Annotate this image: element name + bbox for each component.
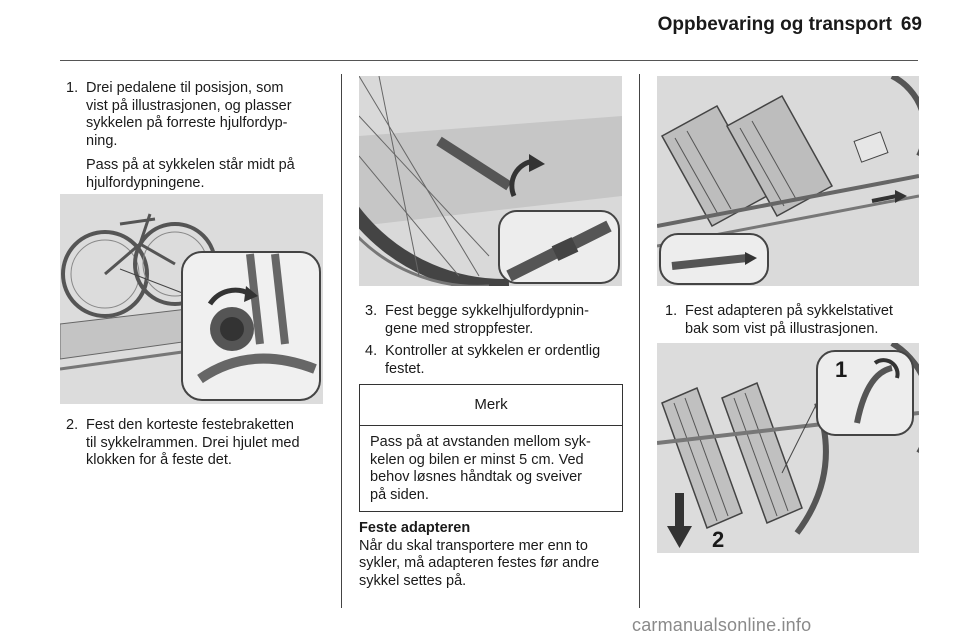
text-line: til sykkelrammen. Drei hjulet med [86,434,300,451]
text-line: ning. [86,132,118,149]
page-header-title: Oppbevaring og transport [657,14,892,35]
text-line: Fest adapteren på sykkelstativet [685,303,893,319]
text-line: sykler, må adapteren festes før andre [359,555,600,571]
text-line: behov løsnes håndtak og sveiver [370,469,582,485]
illustration-bike-on-carrier [60,194,323,404]
text-line: Pass på at avstanden mellom syk- [370,434,591,450]
page-number: 69 [900,14,922,35]
text-line: gene med stroppfester. [385,320,534,337]
column-divider-1 [341,74,342,608]
text-line: hjulfordypningene. [86,174,205,191]
text-line: Når du skal transportere mer enn to [359,537,588,554]
illustration-adapter-attach [657,76,919,286]
header-rule [60,60,918,61]
text-line: sykkelen på forreste hjulfordyp- [86,115,288,131]
text-line: Fest den korteste festebraketten [86,417,294,433]
step-number: 2. [66,417,79,433]
text-line: klokken for å feste det. [86,452,232,468]
text-line: Pass på at sykkelen står midt på [86,157,295,173]
text-line: sykkel settes på. [359,572,467,589]
section-adapter [359,520,631,590]
step-number: 1. [665,303,678,319]
text-line: bak som vist på illustrasjonen. [685,320,879,337]
text-line: Drei pedalene til posisjon, som [86,80,284,96]
note-title: Merk [360,385,622,426]
callout-1: 1 [835,357,848,382]
step-number: 3. [365,303,378,319]
text-line: festet. [385,360,425,377]
watermark-text: carmanualsonline.info [632,615,812,635]
note-box [359,384,623,512]
text-line: Kontroller at sykkelen er ordentlig [385,343,601,359]
column-divider-2 [639,74,640,608]
section-title: Feste adapteren [359,520,471,536]
text-line: vist på illustrasjonen, og plasser [86,97,292,114]
illustration-adapter-lock [657,343,919,553]
step-number: 4. [365,343,378,359]
text-line: kelen og bilen er minst 5 cm. Ved [370,451,584,468]
callout-2: 2 [712,527,725,552]
text-line: på siden. [370,486,429,503]
step-number: 1. [66,80,79,96]
illustration-wheel-strap [359,76,622,286]
text-line: Fest begge sykkelhjulfordypnin- [385,303,589,319]
